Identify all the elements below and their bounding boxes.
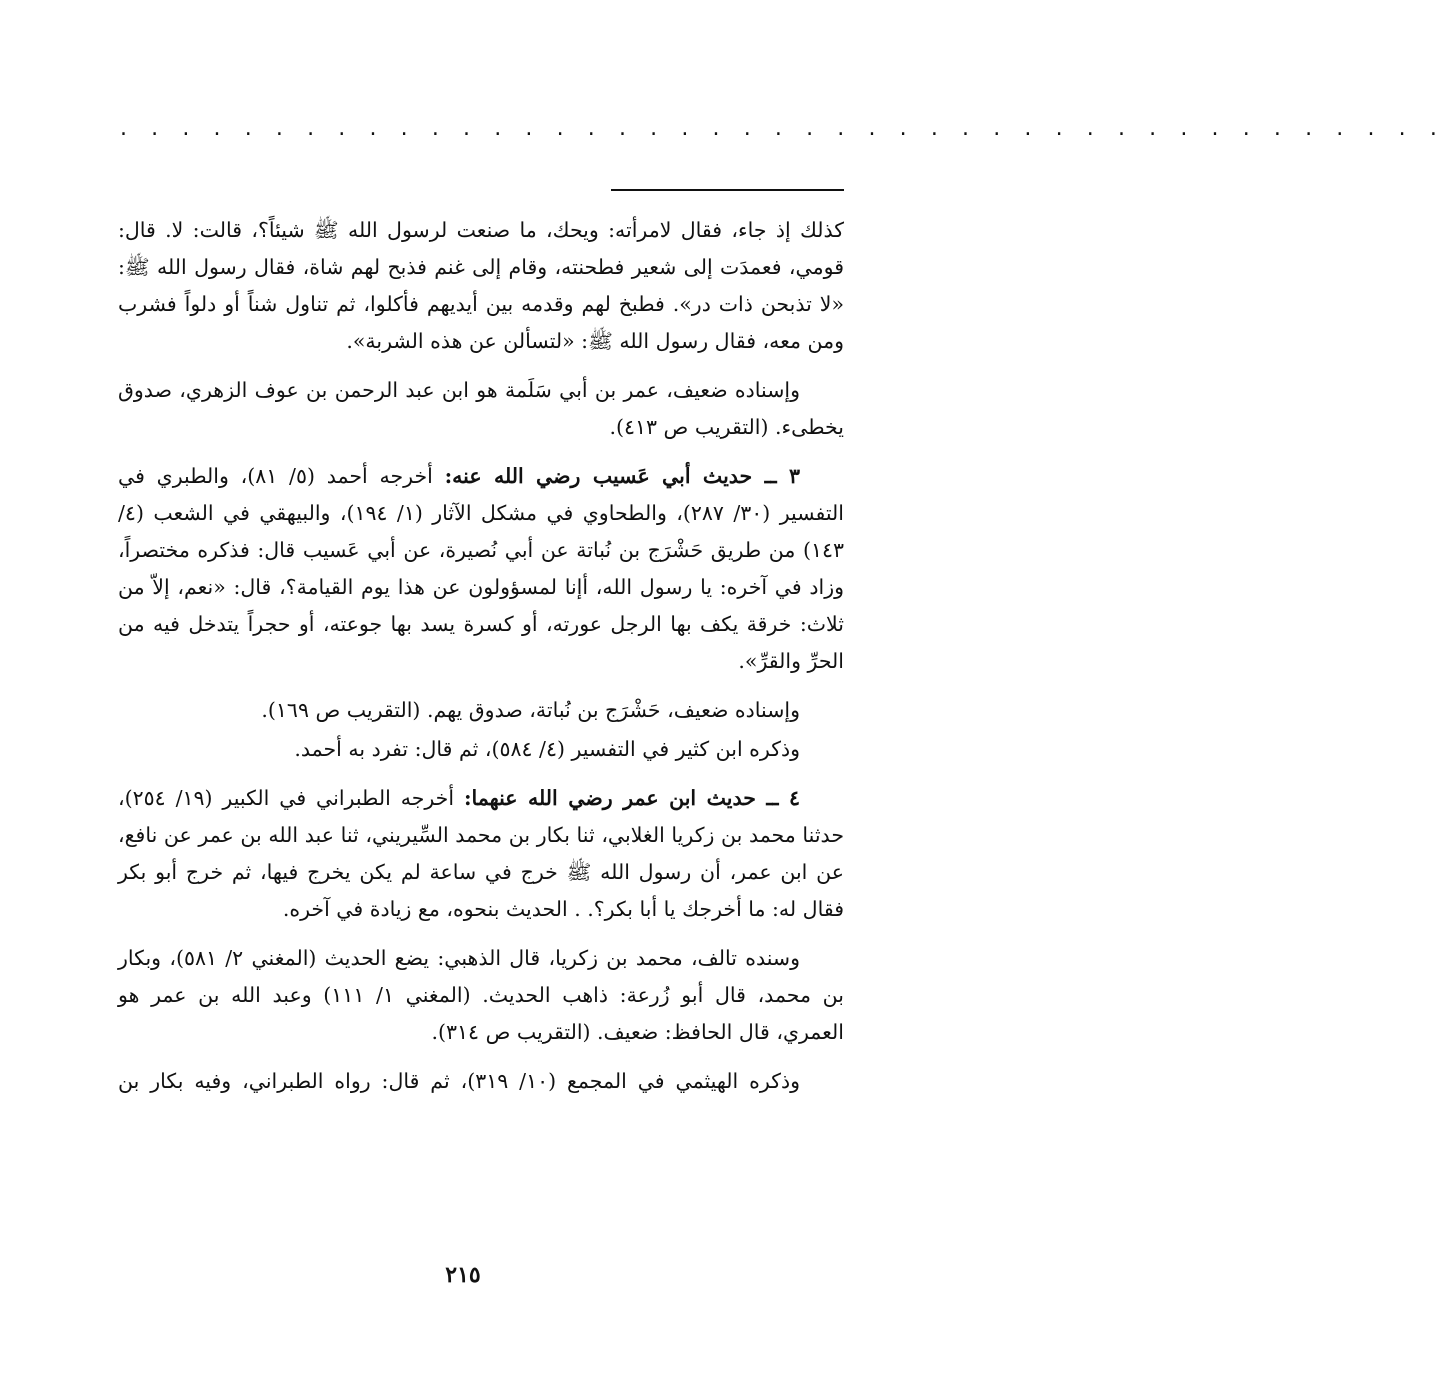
- paragraph-isnad-assessment: وإسناده ضعيف، عمر بن أبي سَلَمة هو ابن عبد الرحمن بن عوف الزهري، صدوق يخطىء. (التقريب ص ٤١٣).: [118, 378, 844, 439]
- paragraph-hadith-narrative: كذلك إذ جاء، فقال لامرأته: ويحك، ما صنعت لرسول الله ﷺ شيئاً؟، قالت: لا. قال: قومي، فعمدَت إلى شعير فطحنته، وقام إلى غنم فذبح لهم شاة، فقال رسول الله ﷺ: «لا تذبحن ذات در». فطبخ لهم وقدمه بين أيديهم فأكلوا، ثم تناول شناً أو دلواً فشرب ومن معه، فقال رسول الله ﷺ: «لتسألن عن هذه الشربة».: [118, 218, 844, 353]
- paragraph-haythami: وذكره الهيثمي في المجمع (١٠/ ٣١٩)، ثم قال: رواه الطبراني، وفيه بكار بن: [118, 1069, 800, 1093]
- dotted-separator: . . . . . . . . . . . . . . . . . . . . . . . . . . . . . . . . . . . . . . . . . . .: [120, 116, 1445, 141]
- paragraph-isnad-assessment-2: وإسناده ضعيف، حَشْرَج بن نُباتة، صدوق يهم. (التقريب ص ١٦٩).: [261, 698, 800, 722]
- footnote-rule: [611, 189, 844, 191]
- paragraph-sanad-assessment: وسنده تالف، محمد بن زكريا، قال الذهبي: يضع الحديث (المغني ٢/ ٥٨١)، وبكار بن محمد، قال أبو زُرعة: ذاهب الحديث. (المغني ١/ ١١١) وعبد الله بن عمر هو العمري، قال الحافظ: ضعيف. (التقريب ص ٣١٤).: [118, 946, 844, 1044]
- footnote-text: [118, 212, 844, 1100]
- paragraph-hadith-ibn-umar: [118, 780, 844, 928]
- hadith-heading: ٣ ــ حديث أبي عَسيب رضي الله عنه:: [444, 464, 801, 488]
- paragraph-ibn-kathir: وذكره ابن كثير في التفسير (٤/ ٥٨٤)، ثم قال: تفرد به أحمد.: [294, 737, 800, 761]
- page-number: ٢١٥: [445, 1262, 481, 1288]
- hadith-body-2: أخرجه الطبراني في الكبير (١٩/ ٢٥٤)، حدثنا محمد بن زكريا الغلابي، ثنا بكار بن محمد السِّيريني، ثنا عبد الله بن عمر عن نافع، عن ابن عمر، أن رسول الله ﷺ خرج في ساعة لم يكن يخرج فيها، ثم خرج أبو بكر فقال له: ما أخرجك يا أبا بكر؟. . الحديث بنحوه، مع زيادة في آخره.: [118, 786, 844, 921]
- hadith-heading-2: ٤ ــ حديث ابن عمر رضي الله عنهما:: [463, 786, 800, 810]
- hadith-body: أخرجه أحمد (٥/ ٨١)، والطبري في التفسير (٣٠/ ٢٨٧)، والطحاوي في مشكل الآثار (١/ ١٩٤)، والبيهقي في الشعب (٤/ ١٤٣) من طريق حَشْرَج بن نُباتة عن أبي نُصيرة، عن أبي عَسيب قال: فذكره مختصراً، وزاد في آخره: يا رسول الله، أإنا لمسؤولون عن هذا يوم القيامة؟، قال: «نعم، إلاّ من ثلاث: خرقة يكف بها الرجل عورته، أو كسرة يسد بها جوعته، أو حجراً يتدخل فيه من الحرِّ والقرِّ».: [118, 464, 844, 673]
- paragraph-hadith-abi-asib: [118, 458, 844, 680]
